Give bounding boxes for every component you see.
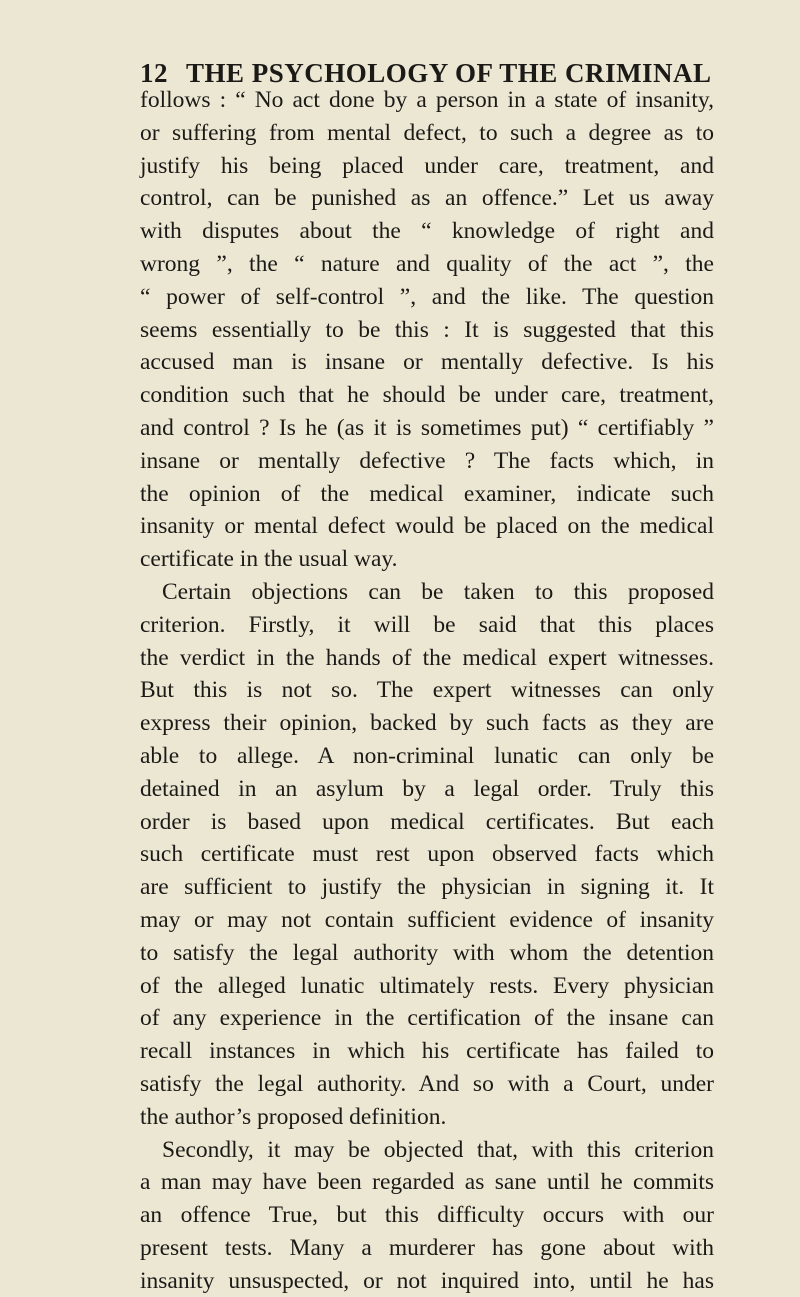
text-line: may or may not contain sufficient evidence of insanity (140, 906, 714, 933)
text-line: express their opinion, backed by such facts as they are (140, 710, 714, 737)
text-line: seems essentially to be this : It is suggested that this (140, 316, 714, 343)
text-line: wrong ”, the “ nature and quality of the act ”, the (140, 250, 714, 277)
page-body (140, 84, 714, 1297)
text-line: insanity unsuspected, or not inquired into, until he has (140, 1267, 714, 1294)
text-line: accused man is insane or mentally defective. Is his (140, 349, 714, 376)
text-line: such certificate must rest upon observed facts which (140, 841, 714, 868)
text-line: insanity or mental defect would be placed on the medical (140, 513, 714, 540)
text-line: satisfy the legal authority. And so with a Court, under (140, 1070, 714, 1097)
text-line: insane or mentally defective ? The facts which, in (140, 447, 714, 474)
text-line: the author’s proposed definition. (140, 1103, 447, 1130)
text-line: Certain objections can be taken to this proposed (162, 578, 714, 605)
text-line: an offence True, but this difficulty occurs with our (140, 1202, 714, 1229)
text-line: follows : “ No act done by a person in a state of insanity, (140, 87, 714, 113)
text-line: a man may have been regarded as sane until he commits (140, 1169, 714, 1196)
text-line: detained in an asylum by a legal order. Truly this (140, 775, 714, 802)
text-line: the opinion of the medical examiner, indicate such (140, 480, 714, 507)
text-line: or suffering from mental defect, to such a degree as to (140, 119, 714, 146)
text-line: condition such that he should be under care, treatment, (140, 382, 714, 409)
text-line: of the alleged lunatic ultimately rests. Every physician (140, 972, 714, 999)
text-line: criterion. Firstly, it will be said that this places (140, 611, 714, 638)
text-line: to satisfy the legal authority with whom the detention (140, 939, 714, 966)
text-line: present tests. Many a murderer has gone about with (140, 1234, 714, 1261)
text-line: certificate in the usual way. (140, 546, 398, 573)
text-line: control, can be punished as an offence.” Let us away (140, 185, 714, 212)
text-line: “ power of self-control ”, and the like. The question (140, 283, 714, 310)
text-line: of any experience in the certification of the insane can (140, 1005, 714, 1032)
running-title: THE PSYCHOLOGY OF THE CRIMINAL (186, 58, 712, 88)
text-line: able to allege. A non-criminal lunatic can only be (140, 742, 714, 769)
text-line: justify his being placed under care, treatment, and (140, 152, 714, 179)
page-number: 12 (140, 58, 168, 88)
text-line: But this is not so. The expert witnesses can only (140, 677, 714, 704)
text-line: are sufficient to justify the physician in signing it. It (140, 874, 714, 901)
text-line: the verdict in the hands of the medical expert witnesses. (140, 644, 714, 671)
text-line: order is based upon medical certificates. But each (140, 808, 714, 835)
text-line: Secondly, it may be objected that, with this criterion (162, 1136, 714, 1163)
text-line: with disputes about the “ knowledge of right and (140, 218, 714, 245)
text-line: recall instances in which his certificate has failed to (140, 1038, 714, 1065)
text-line: and control ? Is he (as it is sometimes put) “ certifiably ” (140, 414, 714, 441)
